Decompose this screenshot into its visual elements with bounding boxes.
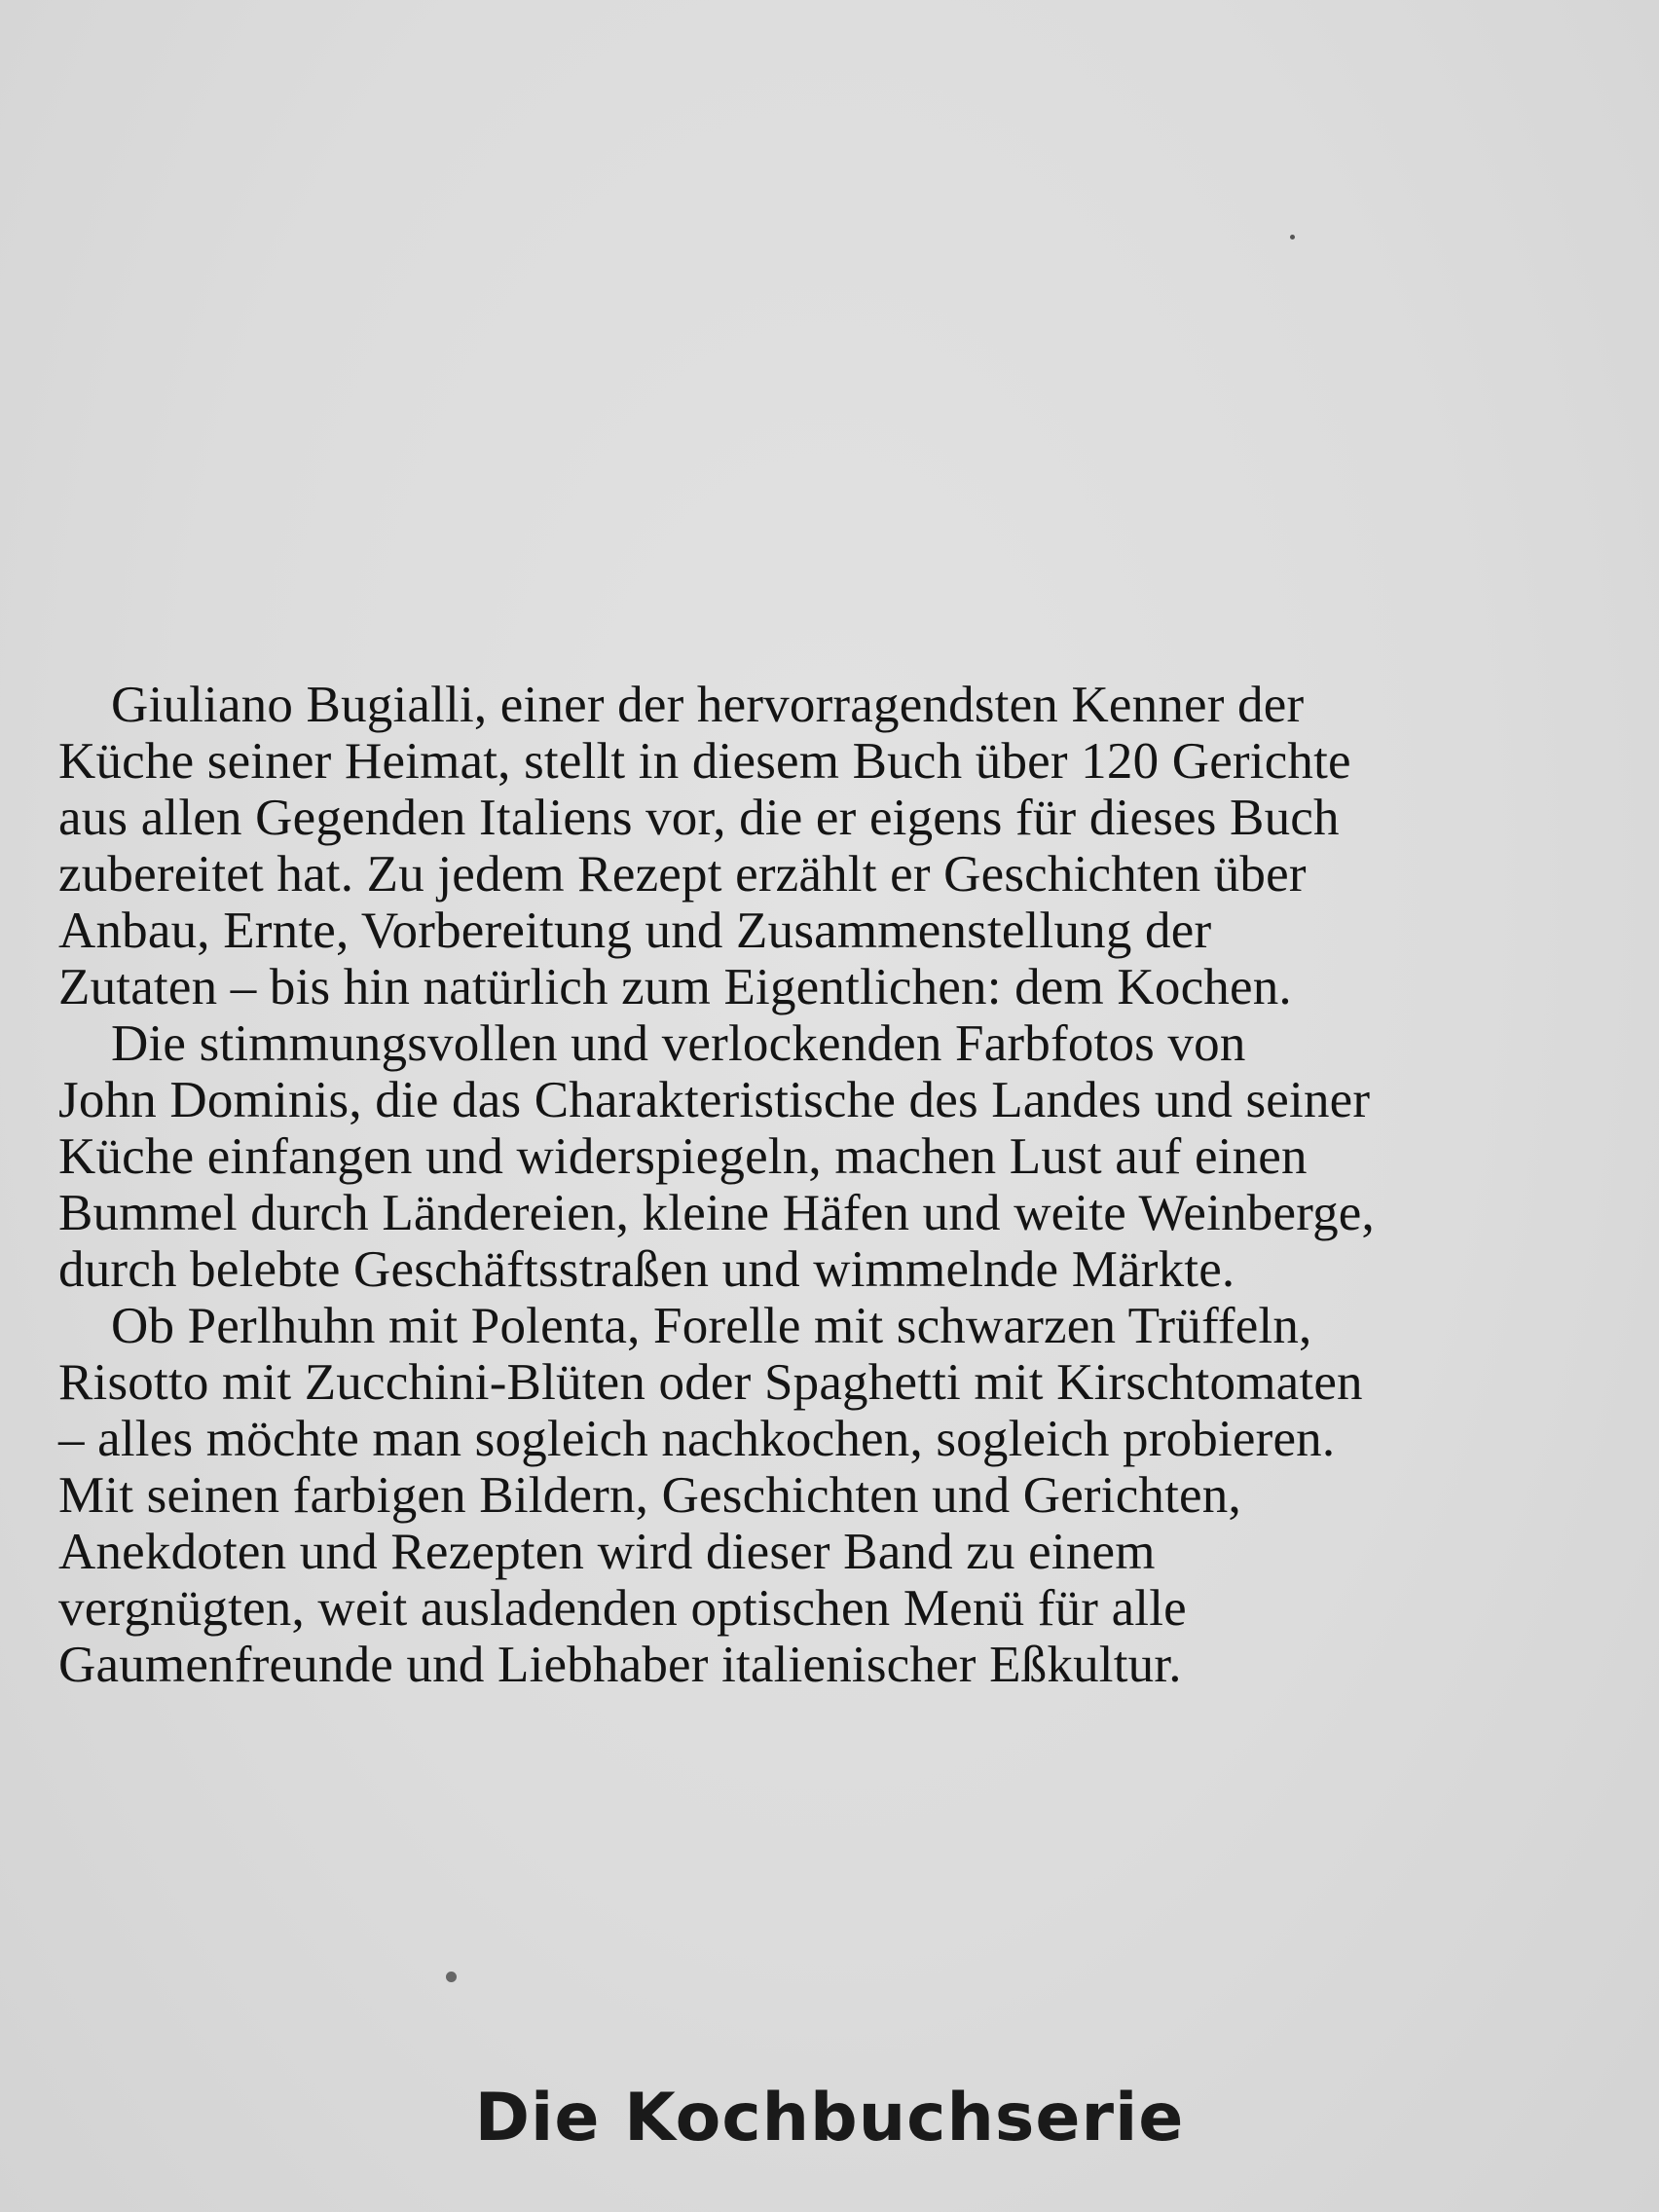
text-line: Gaumenfreunde und Liebhaber italienischer Eßkultur. xyxy=(58,1637,1182,1693)
text-line: Küche seiner Heimat, stellt in diesem Buch über 120 Gerichte xyxy=(58,733,1351,790)
text-line: – alles möchte man sogleich nachkochen, sogleich probieren. xyxy=(58,1411,1336,1467)
text-line: Giuliano Bugialli, einer der hervorragendsten Kenner der xyxy=(111,677,1305,733)
text-line: Zutaten – bis hin natürlich zum Eigentlichen: dem Kochen. xyxy=(58,959,1292,1015)
text-line: Ob Perlhuhn mit Polenta, Forelle mit schwarzen Trüffeln, xyxy=(111,1298,1312,1354)
text-line: zubereitet hat. Zu jedem Rezept erzählt er Geschichten über xyxy=(58,846,1307,903)
text-line: Anekdoten und Rezepten wird dieser Band zu einem xyxy=(58,1524,1156,1580)
blurb-paragraph-1 xyxy=(58,677,1626,1015)
blurb-text xyxy=(58,677,1626,1693)
text-line: Bummel durch Ländereien, kleine Häfen und weite Weinberge, xyxy=(58,1185,1375,1241)
text-line: vergnügten, weit ausladenden optischen Menü für alle xyxy=(58,1580,1187,1637)
text-line: Anbau, Ernte, Vorbereitung und Zusammenstellung der xyxy=(58,903,1212,959)
text-line: Küche einfangen und widerspiegeln, machen Lust auf einen xyxy=(58,1128,1308,1185)
dust-speck xyxy=(1290,235,1295,240)
dust-speck xyxy=(446,1972,457,1982)
text-line: durch belebte Geschäftsstraßen und wimmelnde Märkte. xyxy=(58,1241,1235,1298)
series-title: Die Kochbuchserie xyxy=(474,2080,1185,2157)
blurb-paragraph-3 xyxy=(58,1298,1626,1693)
text-line: Mit seinen farbigen Bildern, Geschichten und Gerichten, xyxy=(58,1467,1241,1524)
text-line: Die stimmungsvollen und verlockenden Farbfotos von xyxy=(111,1015,1246,1072)
text-line: aus allen Gegenden Italiens vor, die er eigens für dieses Buch xyxy=(58,790,1340,846)
text-line: Risotto mit Zucchini-Blüten oder Spaghetti mit Kirschtomaten xyxy=(58,1354,1363,1411)
text-line: John Dominis, die das Charakteristische des Landes und seiner xyxy=(58,1072,1371,1128)
blurb-paragraph-2 xyxy=(58,1015,1626,1298)
